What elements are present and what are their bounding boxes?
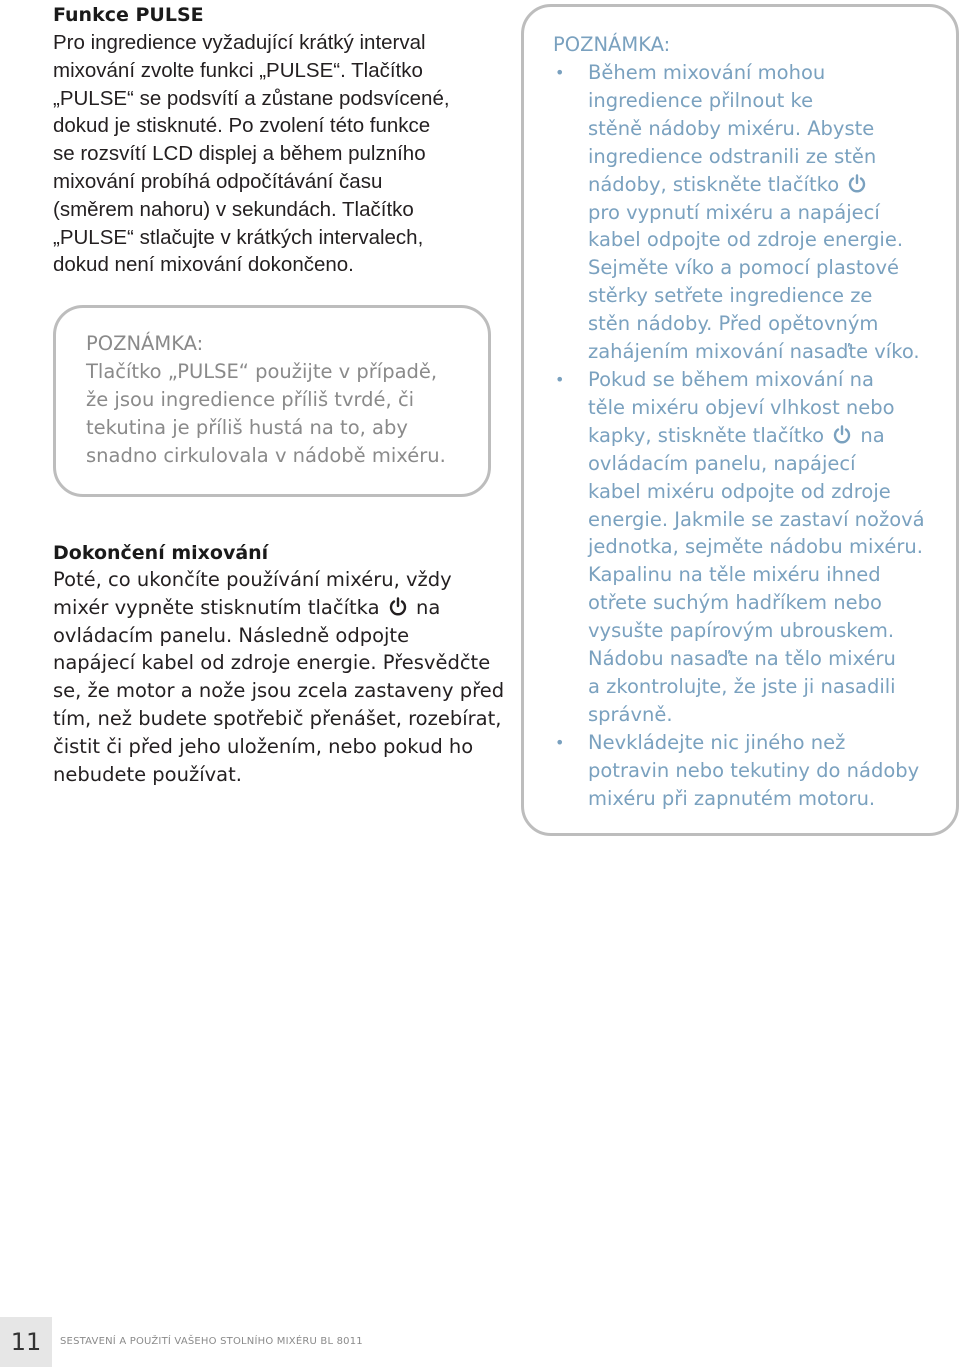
note-line: těle mixéru objeví vlhkost nebo <box>588 395 895 419</box>
note-line: Během mixování mohou <box>588 61 826 84</box>
note-line: ovládacím panelu, napájecí <box>588 451 856 475</box>
note-line: stěně nádoby mixéru. Abyste <box>588 116 875 140</box>
note-line: otřete suchým hadříkem nebo <box>588 591 882 615</box>
note-line: Nevkládejte nic jiného než <box>588 731 846 754</box>
note-bullet-1 <box>555 59 920 366</box>
note-line: potravin nebo tekutiny do nádoby <box>588 758 920 782</box>
note-line: Kapalinu na těle mixéru ihned <box>588 563 881 587</box>
note-line: stěn nádoby. Před opětovným <box>588 312 879 336</box>
pulse-paragraph <box>53 29 450 279</box>
pulse-line: mixování zvolte funkci „PULSE“. Tlačítko <box>53 58 423 82</box>
note-bullet-2 <box>555 366 925 729</box>
note-line: zahájením mixování nasaďte víko. <box>588 340 920 364</box>
note-line: pro vypnutí mixéru a napájecí <box>588 200 880 224</box>
bullet-icon: • <box>555 370 565 389</box>
pulse-line: mixování probíhá odpočítávání času <box>53 169 383 193</box>
note-line <box>588 422 925 450</box>
power-icon <box>832 425 852 445</box>
note-line <box>588 171 920 199</box>
note-line: že jsou ingredience příliš tvrdé, či <box>86 388 415 411</box>
finish-line-part: mixér vypněte stisknutím tlačítka <box>53 595 380 619</box>
power-icon <box>388 597 408 617</box>
finish-paragraph <box>53 566 504 788</box>
note-line: jednotka, sejměte nádobu mixéru. <box>588 535 923 559</box>
note-line: snadno cirkulovala v nádobě mixéru. <box>86 444 446 467</box>
page-number: 11 <box>0 1317 52 1367</box>
note-line: ingredience odstranili ze stěn <box>588 144 877 168</box>
pulse-line: (směrem nahoru) v sekundách. Tlačítko <box>53 197 414 221</box>
note-line: ingredience přilnout ke <box>588 88 814 112</box>
finish-heading: Dokončení mixování <box>53 542 269 564</box>
pulse-line: „PULSE“ stlačujte v krátkých intervalech, <box>53 225 424 249</box>
note-cleaning <box>553 31 670 59</box>
note-line: Nádobu nasaďte na tělo mixéru <box>588 647 896 671</box>
note-bullet-3 <box>555 729 920 813</box>
finish-line: se, že motor a nože jsou zcela zastaveny před <box>53 679 505 703</box>
note-line: tekutina je příliš hustá na to, aby <box>86 416 408 439</box>
footer-title: SESTAVENÍ A POUŽITÍ VAŠEHO STOLNÍHO MIXÉRU BL 8011 <box>60 1336 363 1347</box>
note-line: energie. Jakmile se zastaví nožová <box>588 507 925 531</box>
finish-line: čistit či před jeho uložením, nebo pokud ho <box>53 734 474 758</box>
note-line: vysušte papírovým ubrouskem. <box>588 619 895 643</box>
note-line: Pokud se během mixování na <box>588 368 874 391</box>
note-title: POZNÁMKA: <box>86 332 204 355</box>
pulse-line: dokud není mixování dokončeno. <box>53 253 354 277</box>
pulse-line: Pro ingredience vyžadující krátký interval <box>53 31 426 54</box>
note-line-part: kapky, stiskněte tlačítko <box>588 423 825 447</box>
note-pulse <box>86 330 446 470</box>
pulse-line: dokud je stisknuté. Po zvolení této funkce <box>53 114 431 138</box>
note-line: stěrky setřete ingredience ze <box>588 284 873 308</box>
note-line: a zkontrolujte, že jste ji nasadili <box>588 674 896 698</box>
finish-line: nebudete používat. <box>53 762 242 786</box>
note-line: kabel odpojte od zdroje energie. <box>588 228 904 252</box>
note-line: Sejměte víko a pomocí plastové <box>588 256 900 280</box>
pulse-line: „PULSE“ se podsvítí a zůstane podsvícené, <box>53 86 450 110</box>
note-line-part: na <box>860 423 885 447</box>
bullet-icon: • <box>555 63 565 82</box>
note-line: Tlačítko „PULSE“ použijte v případě, <box>86 360 438 383</box>
finish-line <box>53 594 504 622</box>
note-line: kabel mixéru odpojte od zdroje <box>588 479 891 503</box>
note-line: mixéru při zapnutém motoru. <box>588 786 876 810</box>
note-title: POZNÁMKA: <box>553 33 671 56</box>
pulse-heading: Funkce PULSE <box>53 4 204 26</box>
power-icon <box>847 174 867 194</box>
finish-line: tím, než budete spotřebič přenášet, rozebírat, <box>53 706 502 730</box>
note-line: správně. <box>588 702 673 726</box>
finish-line: ovládacím panelu. Následně odpojte <box>53 623 410 647</box>
note-line-part: nádoby, stiskněte tlačítko <box>588 172 840 196</box>
finish-line: napájecí kabel od zdroje energie. Přesvědčte <box>53 651 491 675</box>
finish-line: Poté, co ukončíte používání mixéru, vždy <box>53 568 452 591</box>
pulse-line: se rozsvítí LCD displej a během pulzního <box>53 142 426 166</box>
bullet-icon: • <box>555 733 565 752</box>
finish-line-part: na <box>415 595 441 619</box>
